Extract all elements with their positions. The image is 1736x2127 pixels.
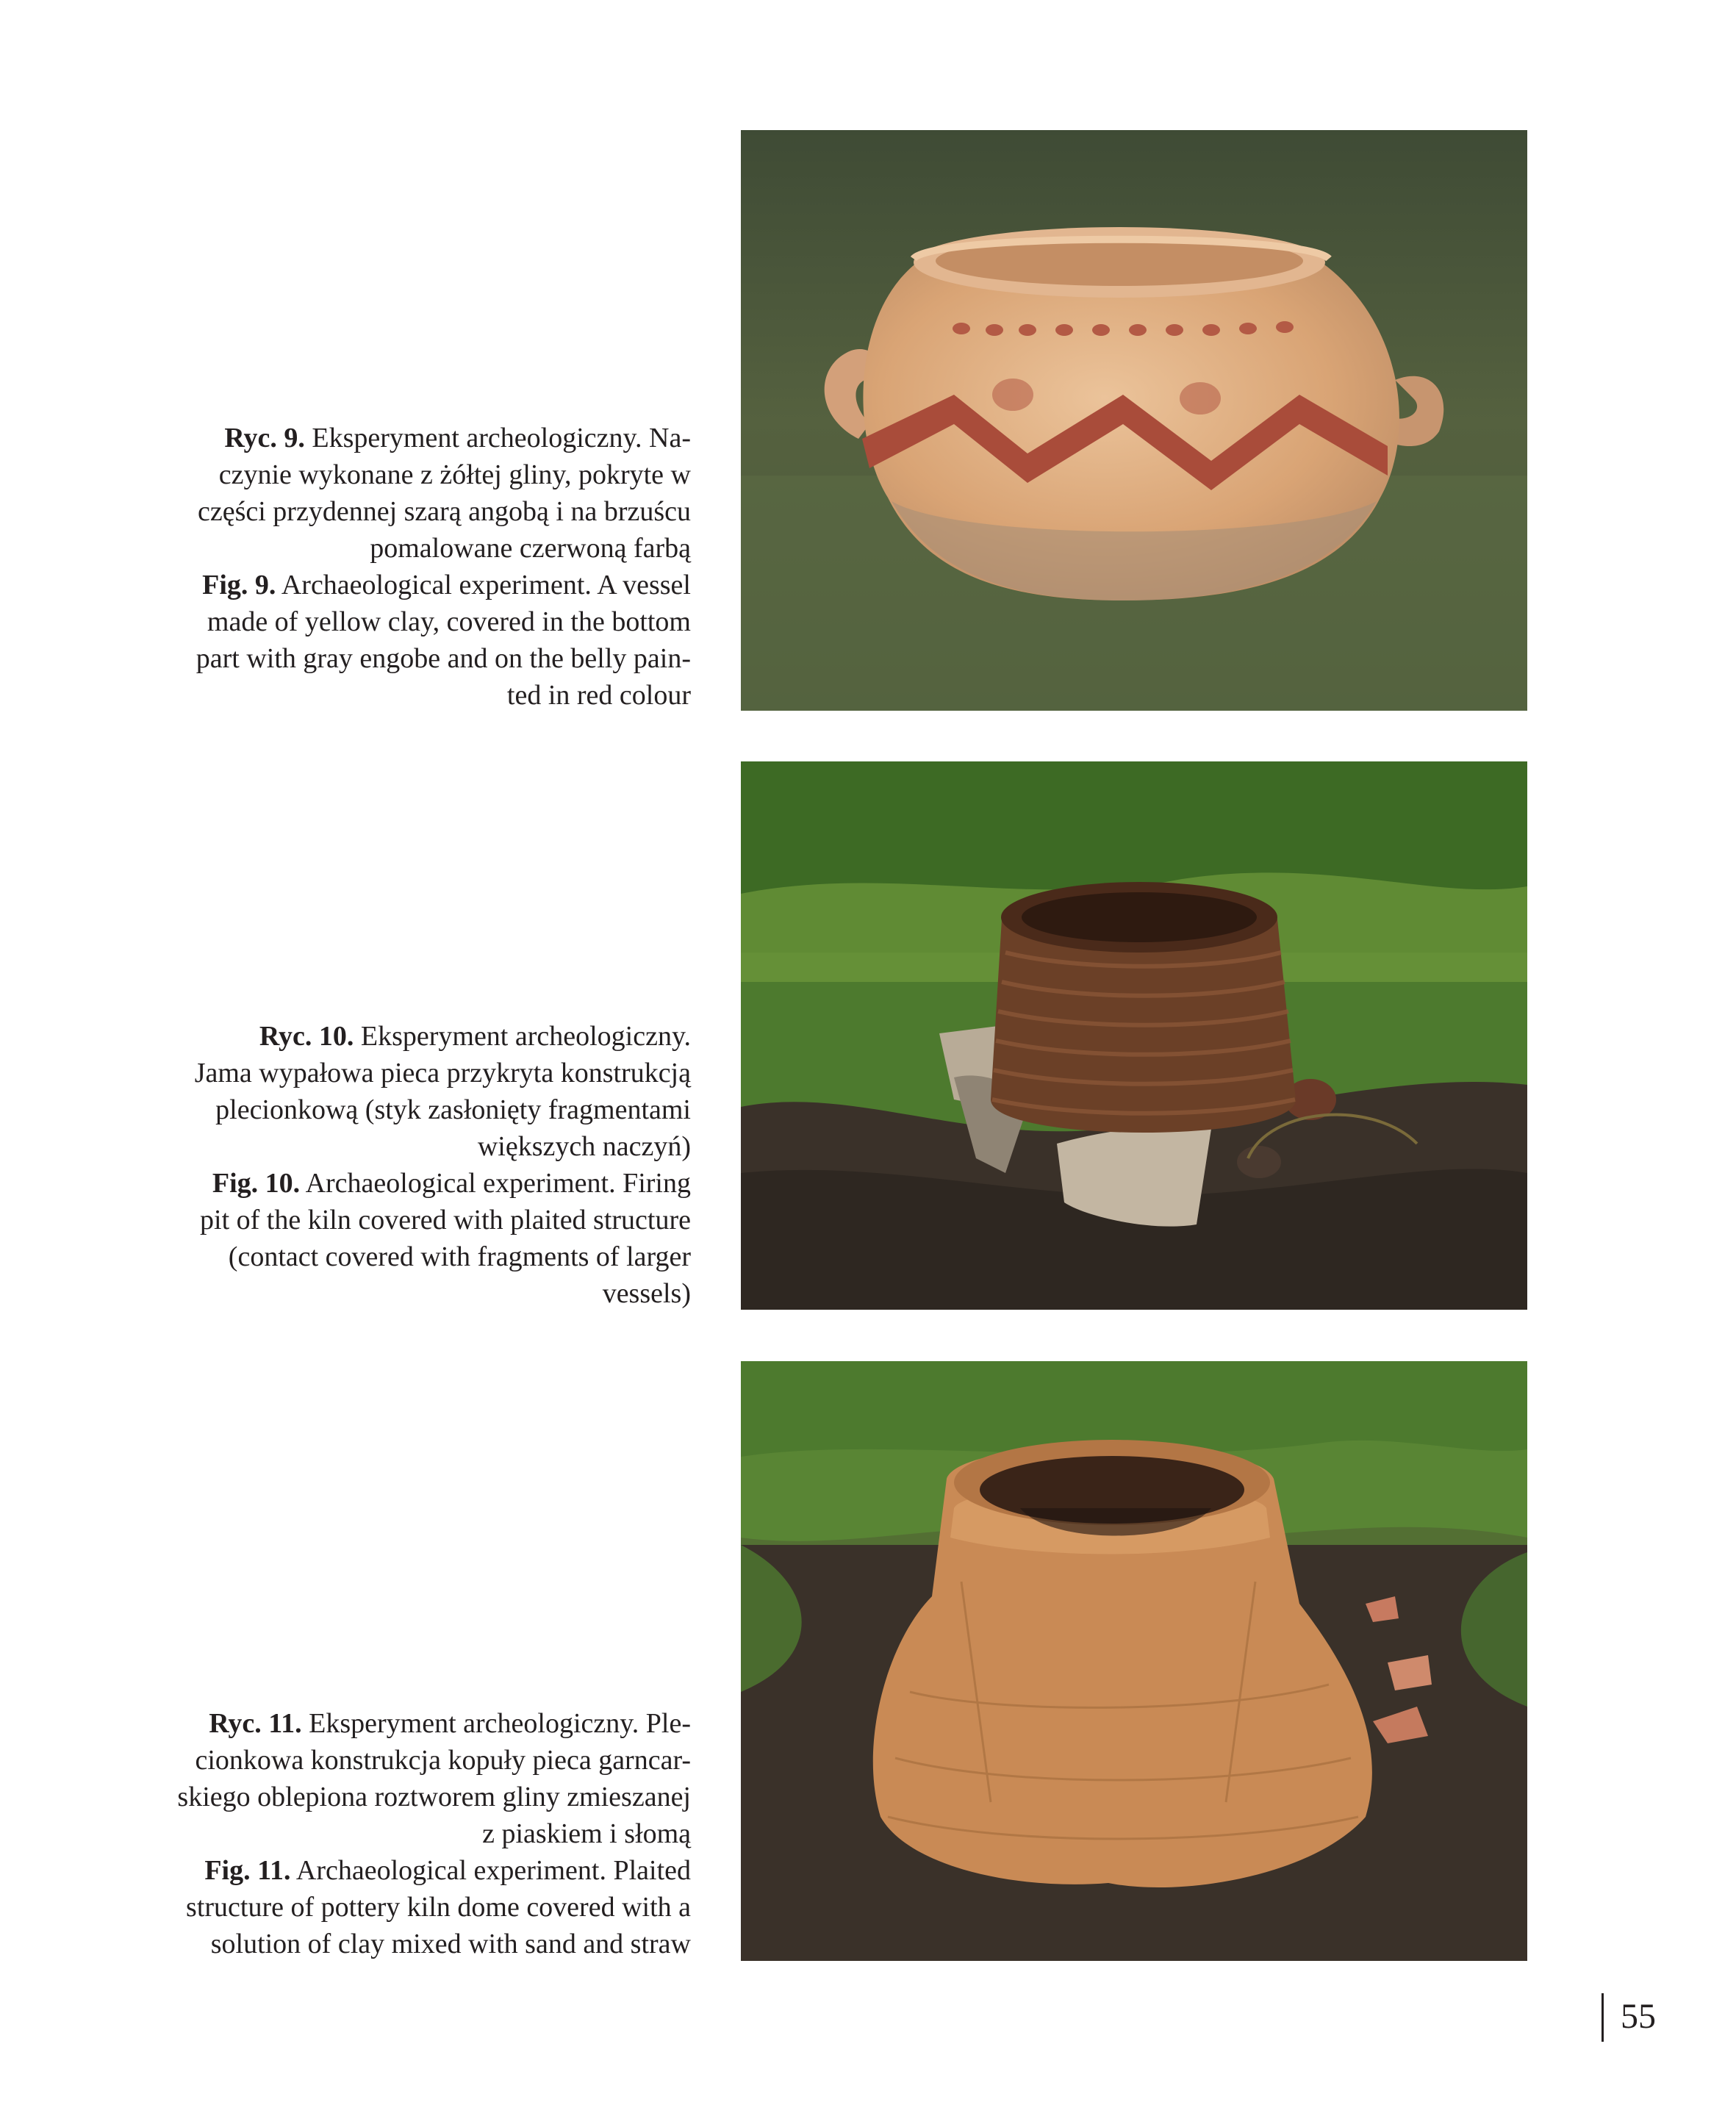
caption-label-pl: Ryc. 9. — [224, 423, 305, 453]
caption-line: plecionkową (styk zasłonięty fragmentami — [215, 1094, 691, 1125]
caption-label-pl: Ryc. 10. — [259, 1021, 354, 1052]
caption-line: z piaskiem i słomą — [482, 1818, 691, 1849]
caption-line: Eksperyment archeologiczny. Na- — [312, 423, 691, 453]
caption-line: części przydennej szarą angobą i na brzuścu — [198, 496, 691, 527]
caption-line: vessels) — [602, 1278, 691, 1309]
page-number: 55 — [1621, 1997, 1656, 2036]
caption-line: Eksperyment archeologiczny. — [360, 1021, 691, 1052]
caption-line: (contact covered with fragments of larger — [228, 1241, 691, 1272]
figure-11-caption — [147, 1705, 691, 1962]
caption-line: Archaeological experiment. A vessel — [281, 570, 691, 600]
caption-line: czynie wykonane z żółtej gliny, pokryte w — [218, 459, 691, 490]
caption-label-en: Fig. 11. — [204, 1855, 291, 1886]
caption-label-en: Fig. 10. — [212, 1168, 301, 1199]
caption-line: structure of pottery kiln dome covered with a — [186, 1892, 691, 1923]
caption-line: solution of clay mixed with sand and straw — [210, 1929, 691, 1959]
caption-line: Archaeological experiment. Plaited — [295, 1855, 691, 1886]
caption-line: cionkowa konstrukcja kopuły pieca garncar- — [195, 1745, 691, 1776]
caption-line: Eksperyment archeologiczny. Ple- — [309, 1708, 691, 1739]
caption-line: made of yellow clay, covered in the bottom — [207, 606, 691, 637]
caption-line: Jama wypałowa pieca przykryta konstrukcją — [194, 1058, 691, 1088]
caption-line: part with gray engobe and on the belly pain- — [196, 643, 691, 674]
page-number-rule — [1602, 1993, 1604, 2042]
caption-label-en: Fig. 9. — [202, 570, 276, 600]
caption-line: większych naczyń) — [477, 1131, 691, 1162]
caption-label-pl: Ryc. 11. — [209, 1708, 302, 1739]
figure-10-photo-wicker-kiln — [741, 761, 1527, 1310]
caption-line: pomalowane czerwoną farbą — [370, 533, 691, 564]
figure-11-photo-mud-dome — [741, 1361, 1527, 1961]
figure-9-caption — [147, 420, 691, 714]
figure-10-caption — [147, 1018, 691, 1312]
caption-line: Archaeological experiment. Firing — [305, 1168, 691, 1199]
caption-line: skiego oblepiona roztworem gliny zmieszanej — [177, 1782, 691, 1812]
figure-9-photo-vessel — [741, 130, 1527, 711]
caption-line: ted in red colour — [506, 680, 691, 711]
caption-line: pit of the kiln covered with plaited structure — [200, 1205, 691, 1235]
